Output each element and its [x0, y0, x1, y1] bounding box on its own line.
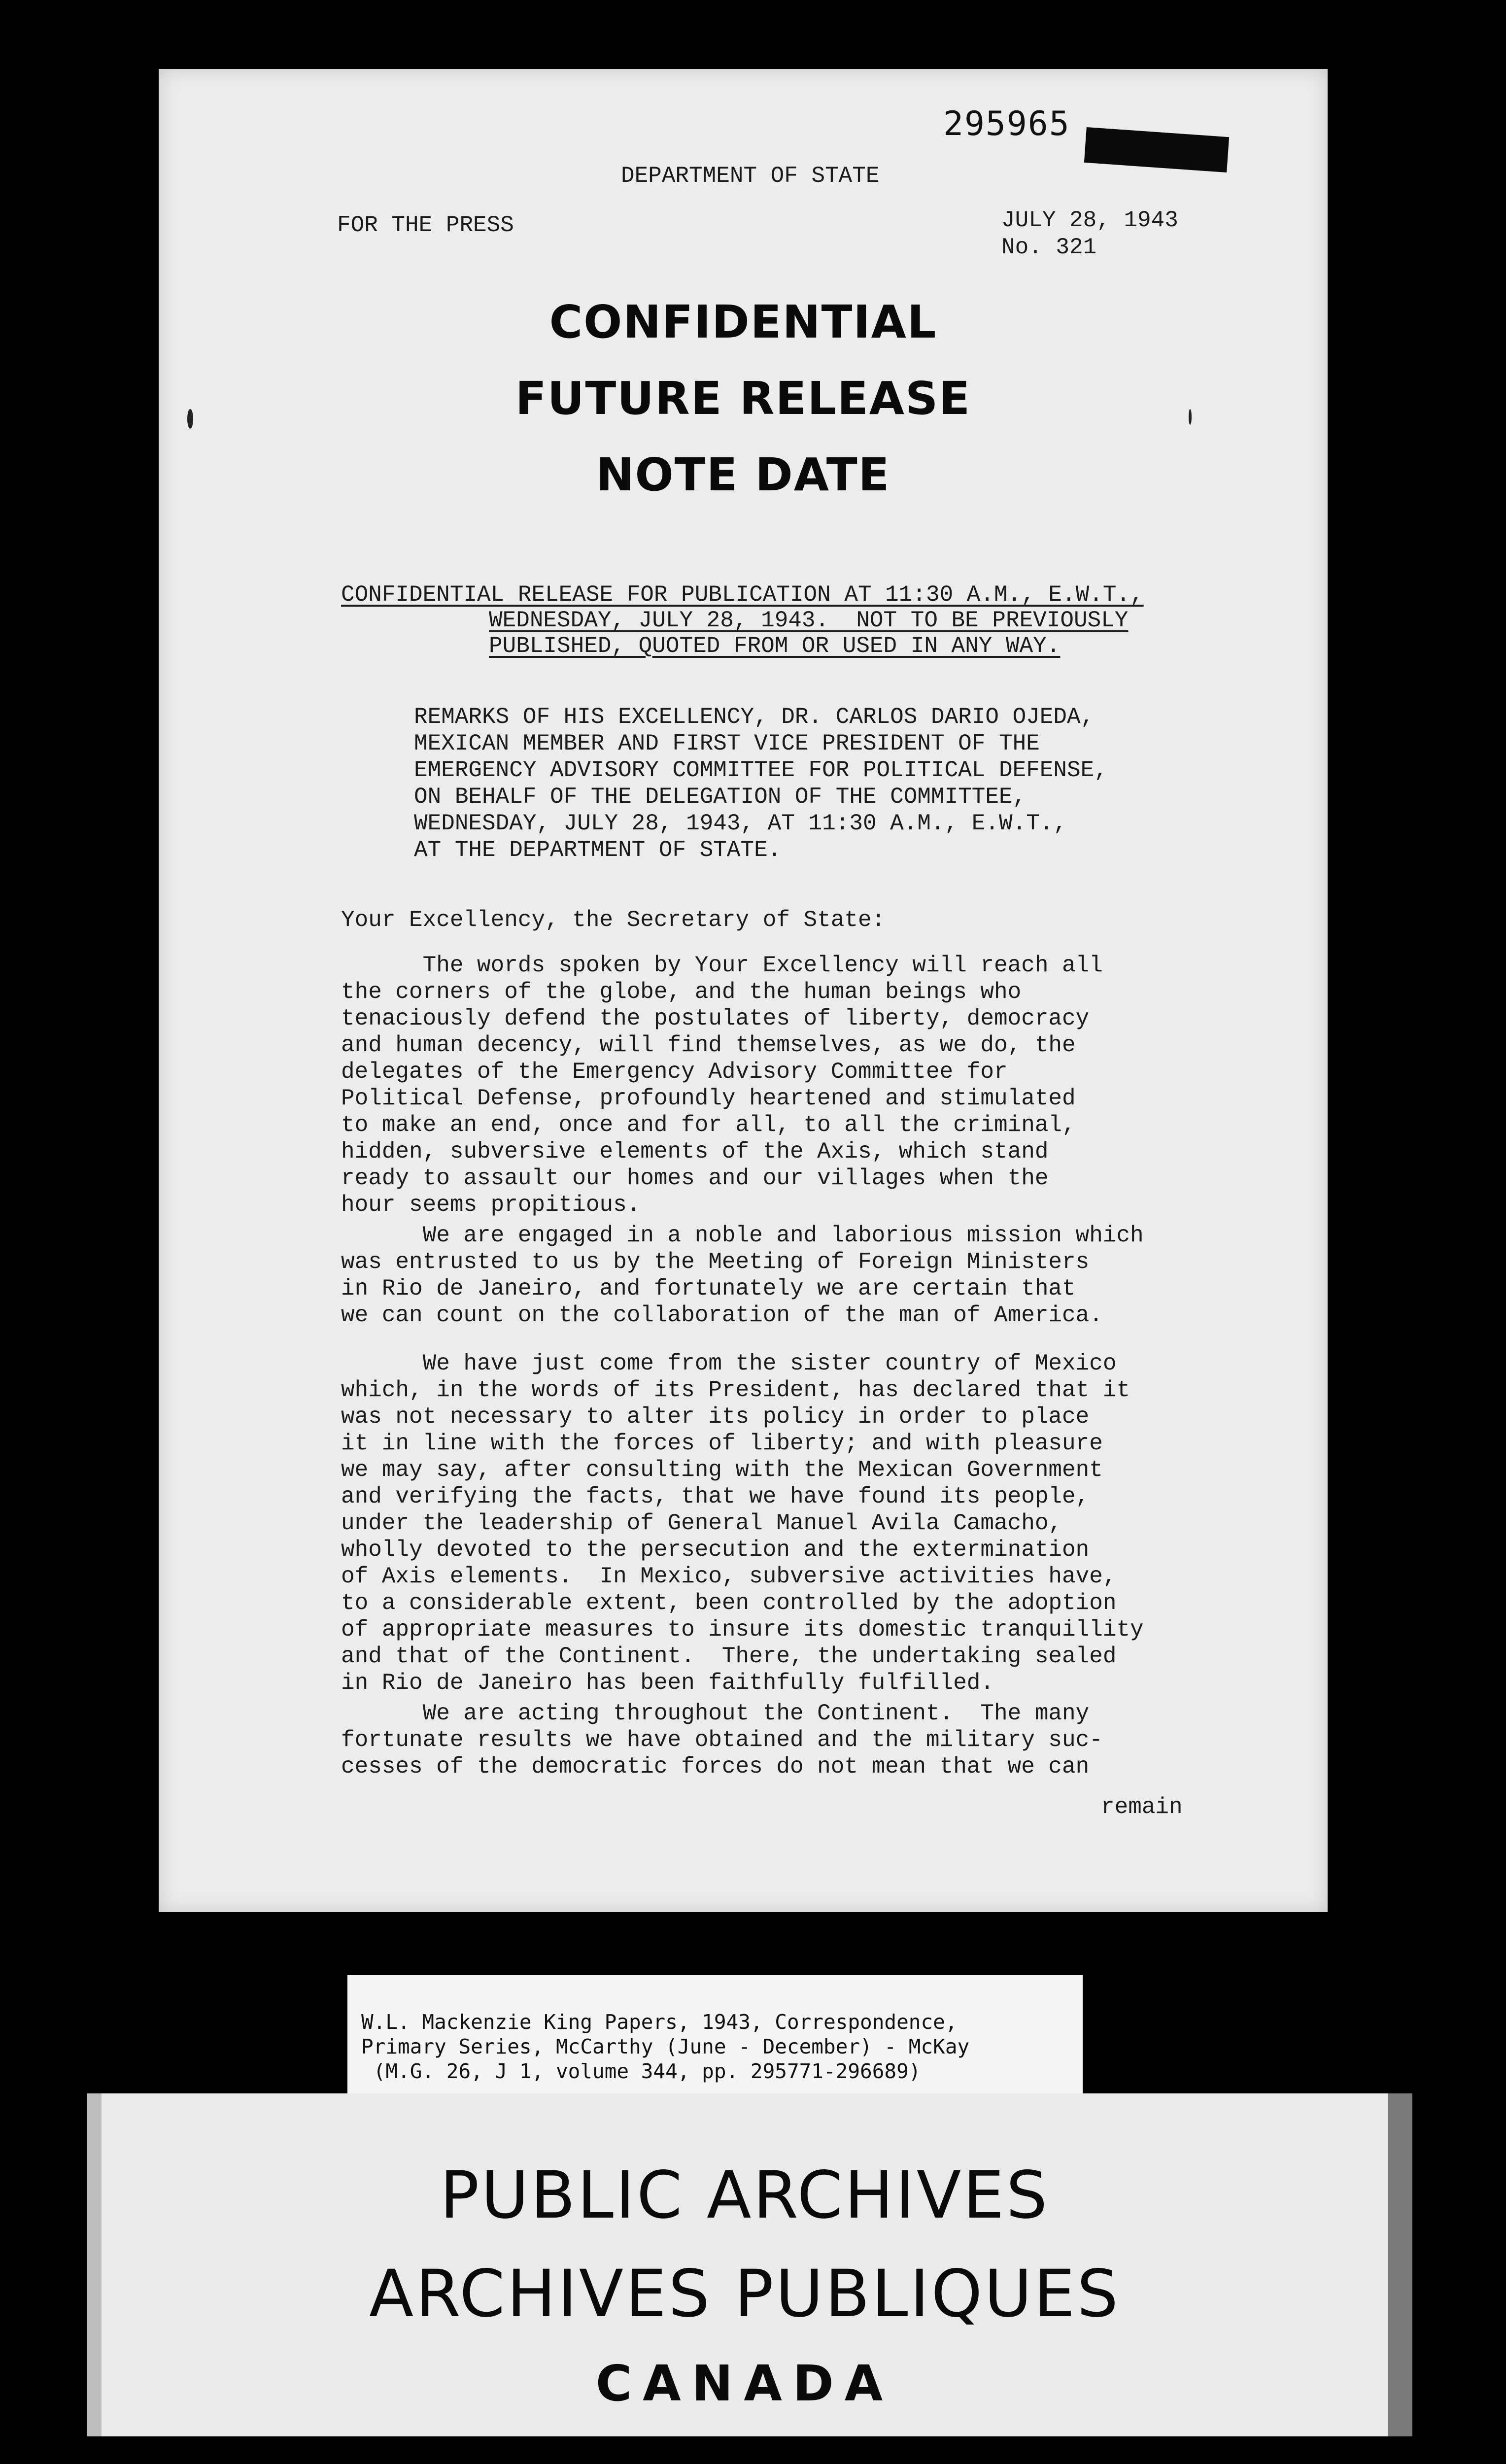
- stamp-number: 295965: [943, 104, 1070, 143]
- punch-mark: [187, 409, 193, 429]
- release-notice-line-2: WEDNESDAY, JULY 28, 1943. NOT TO BE PREVIOUSLY: [489, 608, 1129, 633]
- remarks-header: REMARKS OF HIS EXCELLENCY, DR. CARLOS DARIO OJEDA, MEXICAN MEMBER AND FIRST VICE PRESIDENT OF THE EMERGENCY ADVISORY COMMITTEE FOR POLITICAL DEFENSE, ON BEHALF OF THE DELEGATION OF THE COMMITTEE, WEDNESDAY, JULY 28, 1943, AT 11:30 A.M., E.W.T., AT THE DEPARTMENT OF STATE.: [414, 704, 1108, 863]
- redaction-bar: [1084, 127, 1229, 172]
- archives-banner-english: PUBLIC ARCHIVES: [440, 2157, 1050, 2233]
- punch-mark: [1189, 409, 1192, 425]
- archive-reference-text: W.L. Mackenzie King Papers, 1943, Correspondence, Primary Series, McCarthy (June - December) - McKay (M.G. 26, J 1, volume 344, pp. 295771-296689): [361, 2010, 970, 2083]
- paragraph-2: We are engaged in a noble and laborious mission which was entrusted to us by the Meeting of Foreign Ministers in Rio de Janeiro, and fortunately we are certain that we can count on the collaboration of the man of America.: [341, 1223, 1144, 1328]
- paragraph-4: We are acting throughout the Continent. The many fortunate results we have obtained and the military suc- cesses of the democratic forces do not mean that we can: [341, 1701, 1103, 1780]
- release-date: JULY 28, 1943: [1001, 207, 1178, 233]
- release-notice-line-3: PUBLISHED, QUOTED FROM OR USED IN ANY WAY.: [489, 633, 1061, 659]
- archives-banner-country: CANADA: [595, 2355, 894, 2412]
- heading-confidential: CONFIDENTIAL: [549, 296, 937, 348]
- document-page: [159, 69, 1328, 1912]
- archives-banner-french: ARCHIVES PUBLIQUES: [369, 2256, 1121, 2332]
- paragraph-1: The words spoken by Your Excellency will reach all the corners of the globe, and the human beings who tenaciously defend the postulates of liberty, democracy and human decency, will find themselves, as we do, the delegates of the Emergency Advisory Committee for Political Defense, profoundly heartened and stimulated to make an end, once and for all, to all the criminal, hidden, subversive elements of the Axis, which stand ready to assault our homes and our villages when the hour seems propitious.: [341, 953, 1103, 1218]
- for-the-press: FOR THE PRESS: [337, 212, 514, 238]
- department-heading: DEPARTMENT OF STATE: [621, 163, 880, 189]
- archive-reference-label: [347, 1975, 1083, 2097]
- release-number: No. 321: [1001, 235, 1097, 260]
- heading-note-date: NOTE DATE: [596, 448, 890, 501]
- catchword: remain: [1101, 1794, 1183, 1820]
- release-notice-line-1: CONFIDENTIAL RELEASE FOR PUBLICATION AT 11:30 A.M., E.W.T.,: [341, 582, 1144, 608]
- salutation: Your Excellency, the Secretary of State:: [341, 907, 886, 933]
- paragraph-3: We have just come from the sister country of Mexico which, in the words of its President, has declared that it was not necessary to alter its policy in order to place it in line with the forces of liberty; and with pleasure we may say, after consulting with the Mexican Government and verifying the facts, that we have found its people, under the leadership of General Manuel Avila Camacho, wholly devoted to the persecution and the extermination of Axis elements. In Mexico, subversive activities have, to a considerable extent, been controlled by the adoption of appropriate measures to insure its domestic tranquillity and that of the Continent. There, the undertaking sealed in Rio de Janeiro has been faithfully fulfilled.: [341, 1351, 1144, 1696]
- archives-banner: [87, 2093, 1412, 2436]
- heading-future-release: FUTURE RELEASE: [515, 372, 971, 425]
